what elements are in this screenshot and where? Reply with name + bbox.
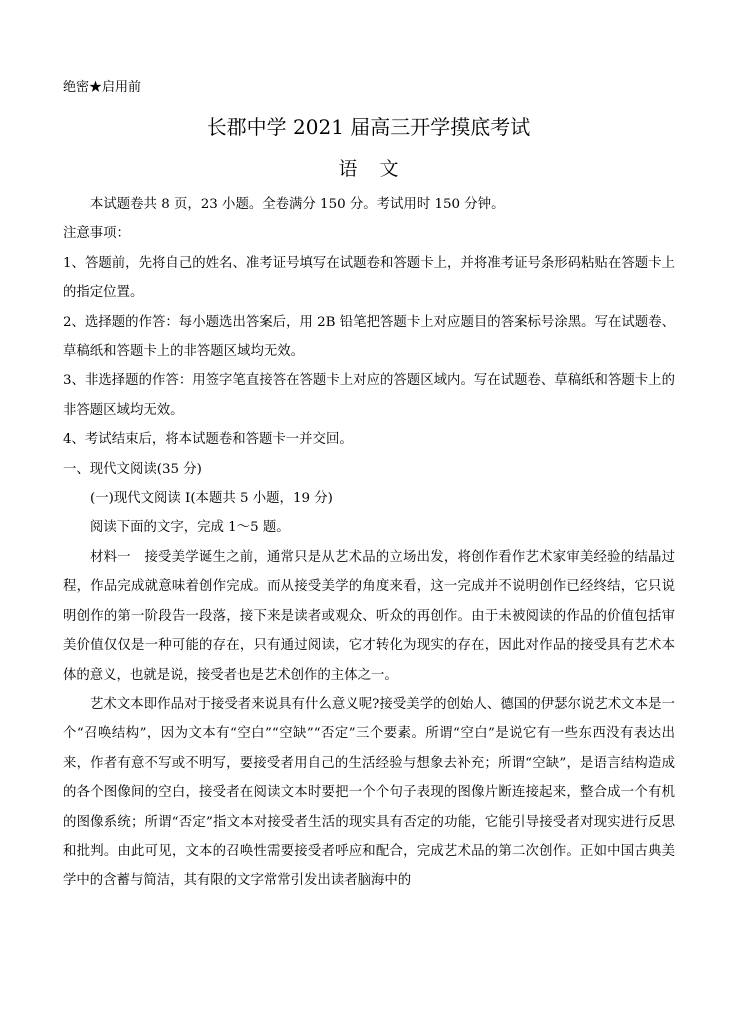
passage-paragraph-1: 材料一 接受美学诞生之前，通常只是从艺术品的立场出发，将创作看作艺术家审美经验的结晶过程，作品完成就意味着创作完成。而从接受美学的角度来看，这一完成并不说明创作已经终结，它只说明创作的第一阶段告一段落，接下来是读者或观众、听众的再创作。由于未被阅读的作品的价值包括审美价值仅仅是一种可能的存在，只有通过阅读，它才转化为现实的存在，因此对作品的接受具有艺术本体的意义，也就是说，接受者也是艺术创作的主体之一。 [63,549,675,683]
notice-item-3: 3、非选择题的作答：用签字笔直接答在答题卡上对应的答题区域内。写在试题卷、草稿纸和答题卡上的非答题区域均无效。 [63,373,675,418]
notice-item-1: 1、答题前，先将自己的姓名、准考证号填写在试题卷和答题卡上，并将准考证号条形码粘贴在答题卡上的指定位置。 [63,255,675,301]
exam-body [63,190,675,896]
section-instruction: 阅读下面的文字，完成 1～5 题。 [90,520,290,536]
secret-mark: 绝密★启用前 [63,80,142,95]
section-subheading: (一)现代文阅读 I(本题共 5 小题，19 分) [90,491,333,507]
subject-title: 语文 [338,158,421,180]
exam-intro: 本试题卷共 8 页，23 小题。全卷满分 150 分。考试用时 150 分钟。 [90,197,505,212]
notice-item-4: 4、考试结束后，将本试题卷和答题卡一并交回。 [63,432,353,448]
passage-paragraph-2: 艺术文本即作品对于接受者来说具有什么意义呢?接受美学的创始人、德国的伊瑟尔说艺术文本是一个“召唤结构”，因为文本有“空白”“空缺”“否定”三个要素。所谓“空白”是说它有一些东西没有表达出来，作者有意不写或不明写，要接受者用自己的生活经验与想象去补充；所谓“空缺”，是语言结构造成的各个图像间的空白，接受者在阅读文本时要把一个个句子表现的图像片断连接起来，整合成一个有机的图像系统；所谓“否定”指文本对接受者生活的现实具有否定的功能，它能引导接受者对现实进行反思和批判。由此可见，文本的召唤性需要接受者呼应和配合，完成艺术品的第二次创作。正如中国古典美学中的含蓄与简洁，其有限的文字常常引发出读者脑海中的 [63,696,675,889]
notice-item-2: 2、选择题的作答：每小题选出答案后，用 2B 铅笔把答题卡上对应题目的答案标号涂黑。写在试题卷、草稿纸和答题卡上的非答题区域均无效。 [63,314,675,360]
section-heading: 一、现代文阅读(35 分) [63,461,202,477]
exam-title: 长郡中学 2021 届高三开学摸底考试 [206,115,531,139]
notice-heading: 注意事项： [63,226,130,242]
